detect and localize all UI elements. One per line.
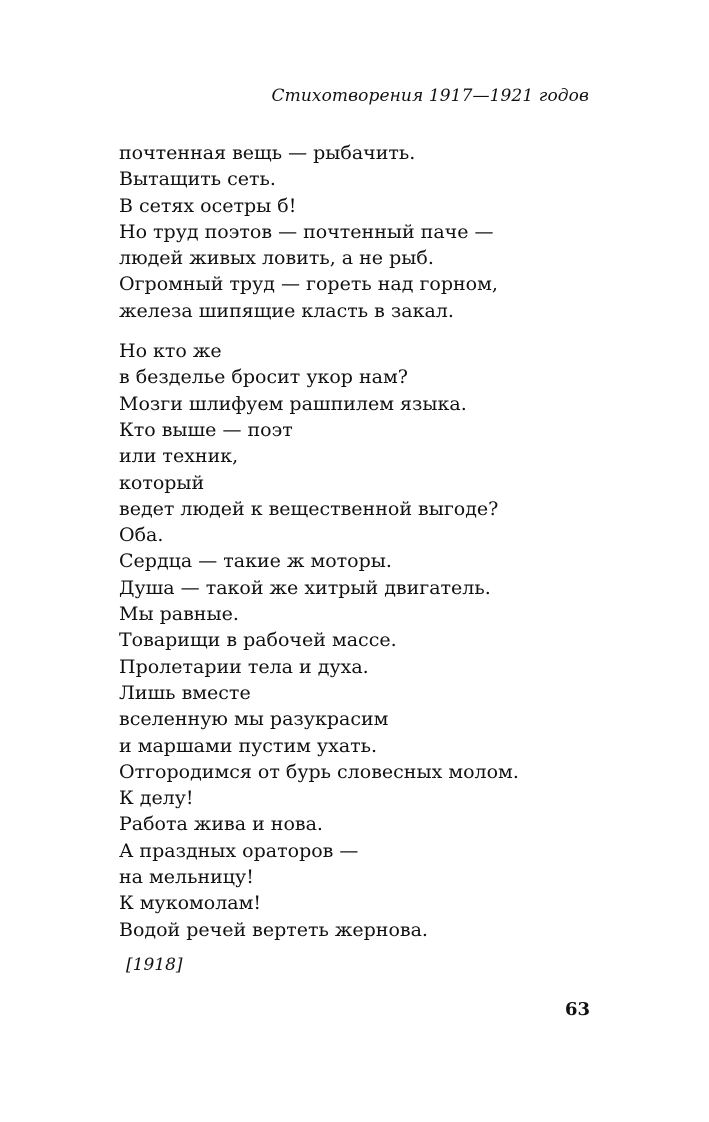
poem-line: Мы равные. <box>119 603 239 626</box>
poem-line: вселенную мы разукрасим <box>119 708 389 731</box>
poem-line: железа шипящие класть в закал. <box>119 299 454 322</box>
poem-line: или техник, <box>119 445 239 468</box>
poem-line: который <box>119 471 205 494</box>
poem-line: ведет людей к вещественной выгоде? <box>119 497 499 520</box>
stanza-1 <box>119 140 599 324</box>
poem-line: Работа жива и нова. <box>119 813 323 836</box>
poem-line: в безделье бросит укор нам? <box>119 366 408 389</box>
poem-line: на мельницу! <box>119 866 254 889</box>
running-header: Стихотворения 1917—1921 годов <box>271 86 589 106</box>
poem-line: Пролетарии тела и духа. <box>119 655 369 678</box>
poem-line: Водой речей вертеть жернова. <box>119 918 428 941</box>
poem-line: Огромный труд — гореть над горном, <box>119 273 498 296</box>
poem-line: Но кто же <box>119 340 222 363</box>
poem-line: Душа — такой же хитрый двигатель. <box>119 576 491 599</box>
poem-line: Мозги шлифуем рашпилем языка. <box>119 392 467 415</box>
poem-line: и маршами пустим ухать. <box>119 734 378 757</box>
poem-line: Лишь вместе <box>119 681 251 704</box>
poem-line: Сердца — такие ж моторы. <box>119 550 392 573</box>
poem-line: Отгородимся от бурь словесных молом. <box>119 760 519 783</box>
poem-line: почтенная вещь — рыбачить. <box>119 142 416 164</box>
poem-line: Оба. <box>119 524 164 547</box>
page-number: 63 <box>564 999 590 1020</box>
poem-body <box>119 140 599 943</box>
poem-line: К мукомолам! <box>119 892 262 915</box>
poem-line: Кто выше — поэт <box>119 418 293 441</box>
poem-line: Вытащить сеть. <box>119 168 276 191</box>
poem-line: Товарищи в рабочей массе. <box>119 629 397 652</box>
stanza-2 <box>119 338 599 943</box>
poem-line: Но труд поэтов — почтенный паче — <box>119 220 494 243</box>
poem-date: [1918] <box>126 955 183 975</box>
poem-line: К делу! <box>119 787 194 810</box>
poem-line: В сетях осетры б! <box>119 194 297 217</box>
poem-line: А праздных ораторов — <box>119 839 359 862</box>
poem-line: людей живых ловить, а не рыб. <box>119 247 434 270</box>
